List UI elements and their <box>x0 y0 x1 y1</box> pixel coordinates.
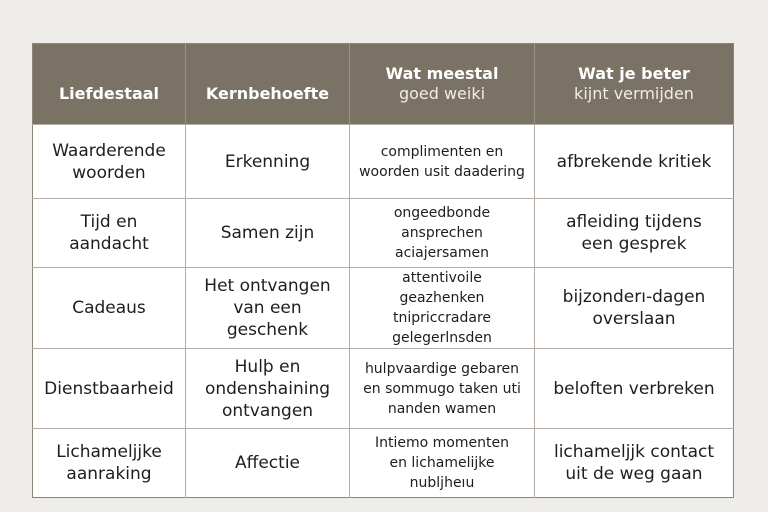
header-what-to-avoid <box>535 44 734 125</box>
table-row <box>33 429 734 498</box>
header-line: Wat meestal <box>385 64 499 83</box>
cell-love-language: Dienstbaarheid <box>33 349 186 429</box>
cell-what-works: complimenten en woorden usit daadering <box>350 125 535 199</box>
cell-core-need: Het ontvangen van een geschenk <box>186 268 350 349</box>
cell-what-works: ongeedbonde ansprechen aciajersamen <box>350 199 535 268</box>
cell-what-works: Intiemo momenten en lichamelijke nubljheıu <box>350 429 535 498</box>
cell-love-language: Cadeaus <box>33 268 186 349</box>
cell-core-need: Erkenning <box>186 125 350 199</box>
cell-love-language: Waarderende woorden <box>33 125 186 199</box>
cell-what-works: hulpvaardige gebaren en sommugo taken uti nanden wamen <box>350 349 535 429</box>
cell-core-need: Affectie <box>186 429 350 498</box>
header-love-language <box>33 44 186 125</box>
header-line: Kernbehoefte <box>205 84 330 103</box>
table-row <box>33 349 734 429</box>
header-what-works <box>350 44 535 125</box>
header-subline: kijnt vermijden <box>574 84 694 103</box>
cell-what-to-avoid: lichameljjk contact uit de weg gaan <box>535 429 734 498</box>
cell-love-language: Lichameljjke aanraking <box>33 429 186 498</box>
table-header-row <box>33 44 734 125</box>
cell-what-to-avoid: afbrekende kritiek <box>535 125 734 199</box>
cell-core-need: Hulþ en ondenshaining ontvangen <box>186 349 350 429</box>
header-core-need <box>186 44 350 125</box>
cell-what-to-avoid: beloften verbreken <box>535 349 734 429</box>
table-row <box>33 199 734 268</box>
cell-what-works: attentivoile geazhenken tnipriccradare gelegerlnsden <box>350 268 535 349</box>
header-line: Wat je beter <box>578 64 690 83</box>
love-languages-table <box>32 43 734 498</box>
cell-core-need: Samen zijn <box>186 199 350 268</box>
cell-what-to-avoid: afleiding tijdens een gesprek <box>535 199 734 268</box>
header-subline: goed weiki <box>398 84 486 103</box>
table-row <box>33 125 734 199</box>
table-row <box>33 268 734 349</box>
cell-what-to-avoid: bijzonderı-dagen overslaan <box>535 268 734 349</box>
header-line: Liefdestaal <box>58 84 160 103</box>
cell-love-language: Tijd en aandacht <box>33 199 186 268</box>
